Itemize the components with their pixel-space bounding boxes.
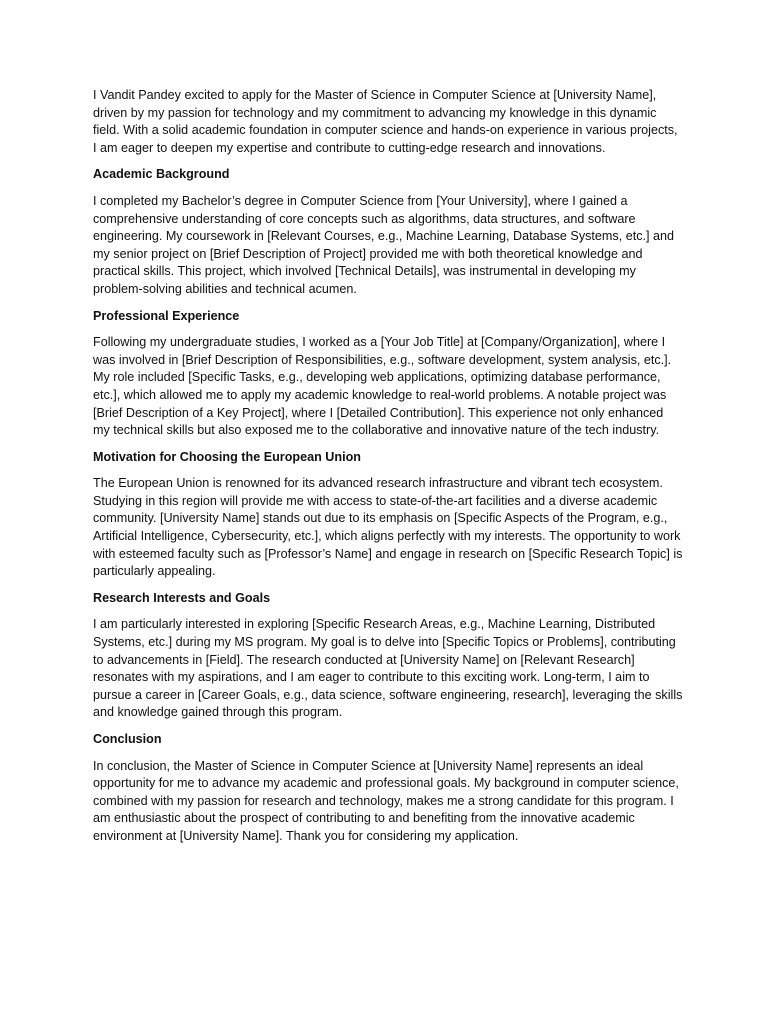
- intro-paragraph: I Vandit Pandey excited to apply for the Master of Science in Computer Science at [University Name], driven by my passion for technology and my commitment to advancing my knowledge in this dynamic field. With a solid academic foundation in computer science and hands-on experience in various projects, I am eager to deepen my expertise and contribute to cutting-edge research and innovations.: [93, 88, 678, 155]
- section-heading-research-interests: Research Interests and Goals: [93, 590, 271, 605]
- section-heading-motivation: Motivation for Choosing the European Union: [93, 449, 361, 464]
- section-body-conclusion: In conclusion, the Master of Science in Computer Science at [University Name] represents an ideal opportunity for me to advance my academic and professional goals. My background in computer science, combined with my passion for research and technology, makes me a strong candidate for this program. I am enthusiastic about the prospect of contributing to and benefiting from the innovative academic environment at [University Name]. Thank you for considering my application.: [93, 758, 679, 843]
- section-body-academic-background: I completed my Bachelor’s degree in Computer Science from [Your University], where I gained a comprehensive understanding of core concepts such as algorithms, data structures, and software engineering. My coursework in [Relevant Courses, e.g., Machine Learning, Database Systems, etc.] and my senior project on [Brief Description of Project] provided me with both theoretical knowledge and practical skills. This project, which involved [Technical Details], was instrumental in developing my problem-solving abilities and technical acumen.: [93, 193, 675, 296]
- document-body: [93, 87, 683, 855]
- section-body-professional-experience: Following my undergraduate studies, I worked as a [Your Job Title] at [Company/Organization], where I was involved in [Brief Description of Responsibilities, e.g., software development, system analysis, etc.]. My role included [Specific Tasks, e.g., developing web applications, optimizing database performance, etc.], which allowed me to apply my academic knowledge to real-world problems. A notable project was [Brief Description of a Key Project], where I [Detailed Contribution]. This experience not only enhanced my technical skills but also exposed me to the collaborative and innovative nature of the tech industry.: [93, 335, 672, 438]
- section-heading-academic-background: Academic Background: [93, 167, 230, 182]
- section-heading-conclusion: Conclusion: [93, 732, 162, 746]
- section-heading-professional-experience: Professional Experience: [93, 308, 240, 323]
- section-body-research-interests: I am particularly interested in exploring [Specific Research Areas, e.g., Machine Learning, Distributed Systems, etc.] during my MS program. My goal is to delve into [Specific Topics or Problems], contributing to advancements in [Field]. The research conducted at [University Name] on [Relevant Research] resonates with my aspirations, and I am eager to contribute to this exciting work. Long-term, I aim to pursue a career in [Career Goals, e.g., data science, software engineering, research], leveraging the skills and knowledge gained through this program.: [93, 617, 683, 720]
- section-body-motivation: The European Union is renowned for its advanced research infrastructure and vibrant tech ecosystem. Studying in this region will provide me with access to state-of-the-art facilities and a diverse academic community. [University Name] stands out due to its emphasis on [Specific Aspects of the Program, e.g., Artificial Intelligence, Cybersecurity, etc.], which aligns perfectly with my interests. The opportunity to work with esteemed faculty such as [Professor’s Name] and engage in research on [Specific Research Topic] is particularly appealing.: [93, 476, 683, 579]
